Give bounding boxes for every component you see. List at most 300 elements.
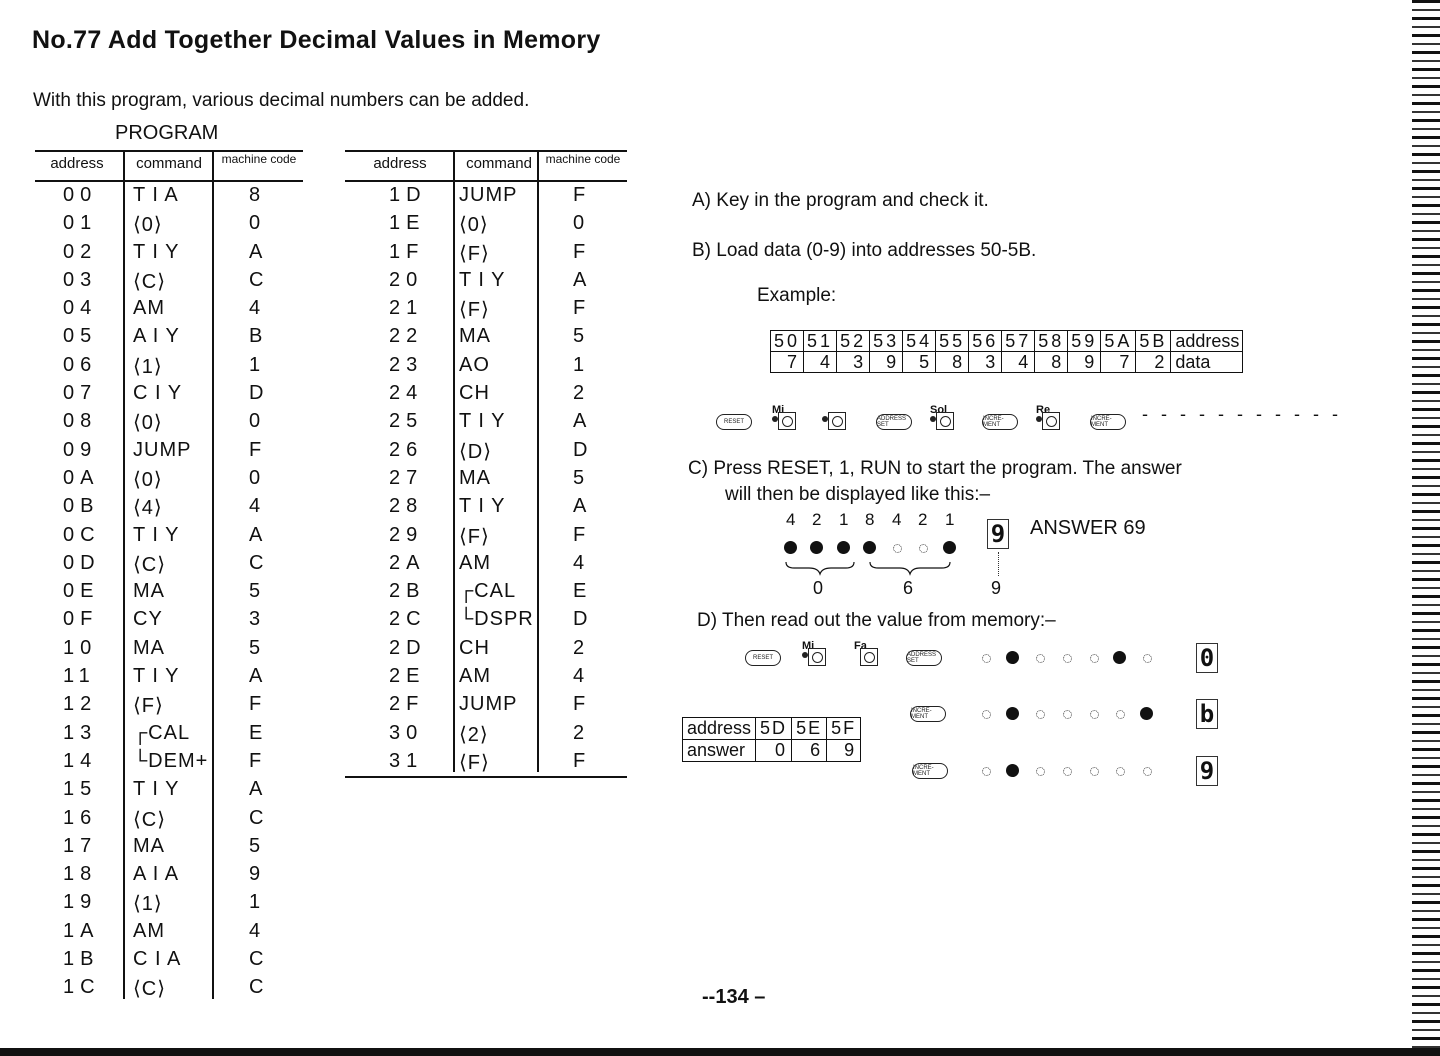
cell-command: AM [133, 297, 165, 320]
example-address-cell: 50 [771, 331, 804, 352]
table-row [345, 691, 627, 719]
table-row [35, 295, 303, 323]
table-row [35, 210, 303, 238]
cell-address: 08 [63, 410, 98, 433]
address-set-key: ADDRESS SET [906, 650, 942, 666]
cell-machine-code: 0 [573, 212, 585, 235]
cell-address: 22 [389, 325, 424, 348]
cell-command: T I Y [459, 268, 506, 291]
cell-command: └DSPR [459, 608, 534, 631]
seven-segment-digit: 9 [1196, 756, 1218, 786]
example-data-cell: 5 [903, 352, 936, 373]
led-on [943, 541, 956, 554]
cell-machine-code: 0 [249, 466, 261, 489]
re-key [1036, 406, 1058, 430]
led-off [893, 544, 902, 553]
page-title: No.77 Add Together Decimal Values in Memory [32, 26, 601, 54]
cell-machine-code: C [249, 268, 264, 291]
cell-address: 09 [63, 438, 98, 461]
cell-machine-code: 5 [249, 834, 261, 857]
answer-value-row [683, 740, 861, 762]
cell-command: ⟨2⟩ [459, 723, 489, 746]
table-row [345, 720, 627, 748]
cell-machine-code: C [249, 806, 264, 829]
cell-machine-code: F [573, 693, 586, 716]
table-row [35, 408, 303, 436]
program-table-right [345, 150, 627, 778]
cell-command: ⟨F⟩ [459, 525, 490, 548]
header-address: address [373, 155, 427, 172]
cell-machine-code: 1 [249, 353, 261, 376]
table-row [35, 974, 303, 1002]
table-row [35, 352, 303, 380]
cell-address: 12 [63, 693, 98, 716]
led-off [1116, 710, 1125, 719]
cell-address: 26 [389, 438, 424, 461]
cell-command: CH [459, 382, 490, 405]
cell-address: 0E [63, 580, 100, 603]
cell-machine-code: D [573, 608, 588, 631]
cell-command: └DEM+ [133, 749, 209, 772]
bit-weight-label: 1 [839, 510, 849, 529]
cell-address: 0F [63, 608, 99, 631]
bit-weight-label: 2 [918, 510, 928, 529]
table-row [35, 918, 303, 946]
cell-address: 20 [389, 268, 424, 291]
table-row [35, 239, 303, 267]
cell-address: 16 [63, 806, 98, 829]
cell-machine-code: F [573, 749, 586, 772]
example-address-cell: 53 [870, 331, 903, 352]
cell-command: ⟨0⟩ [133, 214, 163, 237]
cell-command: A I A [133, 863, 180, 886]
table-row [345, 550, 627, 578]
table-row [345, 323, 627, 351]
cell-machine-code: A [249, 240, 263, 263]
example-data-row [771, 352, 1243, 373]
cell-address: 10 [63, 636, 98, 659]
example-address-cell: 52 [837, 331, 870, 352]
cell-machine-code: E [249, 721, 263, 744]
cell-command: JUMP [459, 184, 518, 206]
cell-command: ⟨0⟩ [459, 214, 489, 237]
mi-key [772, 406, 794, 430]
cell-address: 29 [389, 523, 424, 546]
table-row [35, 578, 303, 606]
cell-address: 2E [389, 665, 426, 688]
table-row [345, 408, 627, 436]
led-off [1143, 654, 1152, 663]
cell-command: T I Y [133, 665, 180, 688]
cell-address: 1A [63, 919, 100, 942]
cell-command: ⟨C⟩ [133, 808, 167, 831]
cell-machine-code: 2 [573, 636, 585, 659]
cell-machine-code: 1 [573, 353, 585, 376]
fa-key [854, 642, 876, 666]
repeat-dashes: - - - - - - - - - - - [1142, 404, 1342, 424]
cell-command: ⟨C⟩ [133, 270, 167, 293]
program-table-left [35, 150, 303, 1003]
cell-address: 1F [389, 240, 425, 263]
cell-machine-code: A [573, 495, 587, 518]
cell-command: ⟨F⟩ [459, 299, 490, 322]
re-key-label: Re [1036, 404, 1051, 416]
table-row [35, 691, 303, 719]
cell-command: T I Y [133, 778, 180, 801]
table-row [35, 720, 303, 748]
cell-command: ⟨4⟩ [133, 497, 163, 520]
bit-weight-label: 8 [865, 510, 875, 529]
program-label: PROGRAM [115, 122, 219, 144]
cell-address: 17 [63, 834, 98, 857]
cell-machine-code: A [573, 410, 587, 433]
cell-address: 28 [389, 495, 424, 518]
table-row [345, 578, 627, 606]
cell-command: ⟨F⟩ [133, 695, 164, 718]
bit-weight-label: 4 [892, 510, 902, 529]
cell-machine-code: E [573, 580, 587, 603]
cell-command: AM [133, 919, 165, 942]
table-row [345, 663, 627, 691]
example-address-cell: 5B [1136, 331, 1171, 352]
cell-address: 27 [389, 466, 424, 489]
table-row [35, 493, 303, 521]
example-address-cell: 55 [936, 331, 969, 352]
example-address-cell: 56 [969, 331, 1002, 352]
increment-key: INCRE-MENT [982, 414, 1018, 430]
led-on [1006, 764, 1019, 777]
column-divider [212, 150, 214, 999]
cell-address: 1B [63, 948, 100, 971]
cell-machine-code: F [573, 184, 586, 206]
example-address-cell: 58 [1035, 331, 1068, 352]
group-value: 0 [813, 578, 824, 598]
cell-command: ⟨C⟩ [133, 553, 167, 576]
table-row [345, 352, 627, 380]
reset-key: RESET [745, 650, 781, 666]
led-on [863, 541, 876, 554]
table-row [35, 267, 303, 295]
table-row [35, 465, 303, 493]
cell-command: T I A [133, 184, 179, 206]
mi-key-label: Mi [802, 640, 815, 652]
cell-address: 13 [63, 721, 98, 744]
answer-value-label: answer [683, 740, 756, 762]
example-data-cell: 4 [804, 352, 837, 373]
page-number: --134 – [702, 986, 766, 1008]
cell-machine-code: 1 [249, 891, 261, 914]
cell-command: AO [459, 353, 490, 376]
step-b: B) Load data (0-9) into addresses 50-5B. [692, 240, 1037, 261]
cell-address: 25 [389, 410, 424, 433]
cell-command: ┌CAL [459, 580, 517, 603]
cell-command: ⟨0⟩ [133, 412, 163, 435]
answer-table [682, 717, 861, 762]
cell-command: ⟨1⟩ [133, 355, 163, 378]
cell-machine-code: A [573, 268, 587, 291]
cell-machine-code: F [249, 693, 262, 716]
example-table [770, 330, 1243, 373]
column-divider [123, 150, 125, 999]
table-row [35, 889, 303, 917]
example-data-cell: 3 [837, 352, 870, 373]
table-row [35, 522, 303, 550]
cell-machine-code: 5 [573, 325, 585, 348]
cell-machine-code: D [249, 382, 264, 405]
table-row [35, 861, 303, 889]
cell-address: 15 [63, 778, 98, 801]
cell-command: C I Y [133, 382, 183, 405]
led-off [982, 710, 991, 719]
table-header [35, 150, 303, 182]
led-off [982, 654, 991, 663]
cell-machine-code: 4 [249, 495, 261, 518]
example-data-cell: 2 [1136, 352, 1171, 373]
led-off [982, 767, 991, 776]
answer-address-cell: 5E [792, 718, 827, 740]
header-address: address [50, 155, 104, 172]
cell-address: 06 [63, 353, 98, 376]
table-row [35, 606, 303, 634]
cell-machine-code: C [249, 948, 264, 971]
cell-machine-code: 4 [573, 665, 585, 688]
example-data-cell: 3 [969, 352, 1002, 373]
increment-key: INCRE-MENT [910, 706, 946, 722]
table-row [35, 635, 303, 663]
step-a: A) Key in the program and check it. [692, 190, 989, 211]
example-address-label: address [1171, 331, 1243, 352]
cell-address: 01 [63, 212, 98, 235]
cell-command: T I Y [459, 495, 506, 518]
table-row [345, 606, 627, 634]
cell-command: A I Y [133, 325, 180, 348]
step-c-line2: will then be displayed like this:– [725, 484, 991, 505]
scan-edge-bottom [0, 1048, 1440, 1056]
cell-machine-code: B [249, 325, 263, 348]
table-row [345, 267, 627, 295]
group-brackets [784, 560, 964, 576]
cell-machine-code: A [249, 665, 263, 688]
table-row [35, 182, 303, 210]
table-row [35, 663, 303, 691]
cell-machine-code: C [249, 976, 264, 999]
cell-address: 2A [389, 551, 426, 574]
table-row [345, 493, 627, 521]
cell-address: 02 [63, 240, 98, 263]
answer-value-cell: 9 [827, 740, 861, 762]
table-row [345, 635, 627, 663]
cell-address: 03 [63, 268, 98, 291]
cell-address: 2F [389, 693, 425, 716]
example-address-cell: 57 [1002, 331, 1035, 352]
cell-command: ⟨D⟩ [459, 440, 493, 463]
cell-command: CH [459, 636, 490, 659]
answer-address-row [683, 718, 861, 740]
table-row [345, 437, 627, 465]
cell-address: 2B [389, 580, 426, 603]
cell-command: MA [133, 834, 165, 857]
seven-segment-digit: 9 [987, 519, 1009, 549]
cell-command: ⟨F⟩ [459, 242, 490, 265]
cell-address: 23 [389, 353, 424, 376]
header-command: command [136, 155, 202, 172]
cell-command: AM [459, 551, 491, 574]
cell-address: 30 [389, 721, 424, 744]
led-on [1006, 707, 1019, 720]
led-off [1063, 767, 1072, 776]
header-machine-code: machine code [545, 152, 621, 166]
led-off [1063, 654, 1072, 663]
seven-segment-digit: 0 [1196, 643, 1218, 673]
example-data-label: data [1171, 352, 1243, 373]
reset-key: RESET [716, 414, 752, 430]
group-value: 9 [991, 578, 1002, 598]
cell-machine-code: A [249, 778, 263, 801]
answer-address-cell: 5F [827, 718, 861, 740]
led-off [1090, 767, 1099, 776]
table-row [35, 776, 303, 804]
cell-machine-code: 5 [249, 580, 261, 603]
table-row [35, 380, 303, 408]
cell-command: MA [133, 580, 165, 603]
table-row [345, 748, 627, 778]
table-row [345, 380, 627, 408]
cell-command: T I Y [133, 523, 180, 546]
increment-key: INCRE-MENT [912, 763, 948, 779]
one-key [822, 406, 844, 430]
cell-address: 19 [63, 891, 98, 914]
example-data-cell: 7 [1101, 352, 1136, 373]
cell-address: 11 [63, 665, 96, 688]
cell-command: JUMP [459, 693, 518, 716]
table-row [345, 210, 627, 238]
cell-address: 1C [63, 976, 101, 999]
cell-address: 1E [389, 212, 426, 235]
cell-machine-code: F [249, 438, 262, 461]
table-row [35, 550, 303, 578]
bit-weight-label: 1 [945, 510, 955, 529]
cell-command: C I A [133, 948, 182, 971]
cell-machine-code: F [573, 523, 586, 546]
cell-machine-code: 3 [249, 608, 261, 631]
mi-key [802, 642, 824, 666]
answer-address-cell: 5D [756, 718, 792, 740]
example-data-cell: 9 [870, 352, 903, 373]
led-on [810, 541, 823, 554]
cell-command: ⟨1⟩ [133, 893, 163, 916]
led-off [919, 544, 928, 553]
mi-key-label: Mi [772, 404, 785, 416]
table-row [345, 522, 627, 550]
table-row [345, 182, 627, 210]
cell-machine-code: D [573, 438, 588, 461]
cell-command: T I Y [459, 410, 506, 433]
table-row [35, 833, 303, 861]
example-address-row [771, 331, 1243, 352]
led-off [1090, 710, 1099, 719]
example-data-cell: 9 [1068, 352, 1101, 373]
table-row [35, 323, 303, 351]
cell-address: 2D [389, 636, 427, 659]
cell-machine-code: F [573, 240, 586, 263]
cell-machine-code: 4 [249, 297, 261, 320]
cell-address: 0A [63, 466, 100, 489]
cell-address: 24 [389, 382, 424, 405]
answer-value-cell: 0 [756, 740, 792, 762]
table-row [35, 437, 303, 465]
cell-machine-code: F [573, 297, 586, 320]
table-row [35, 805, 303, 833]
header-machine-code: machine code [221, 152, 297, 166]
table-row [35, 946, 303, 974]
cell-command: CY [133, 608, 163, 631]
led-off [1036, 767, 1045, 776]
led-on [784, 541, 797, 554]
increment-key: INCRE-MENT [1090, 414, 1126, 430]
sol-key [930, 406, 952, 430]
sol-key-label: Sol [930, 404, 948, 416]
intro-text: With this program, various decimal numbers can be added. [33, 90, 530, 111]
led-off [1090, 654, 1099, 663]
answer-text: ANSWER 69 [1030, 517, 1146, 539]
led-on [1006, 651, 1019, 664]
example-data-cell: 4 [1002, 352, 1035, 373]
group-value: 6 [903, 578, 914, 598]
cell-address: 21 [389, 297, 424, 320]
cell-address: 0C [63, 523, 101, 546]
example-address-cell: 51 [804, 331, 837, 352]
table-row [345, 239, 627, 267]
cell-machine-code: F [249, 749, 262, 772]
cell-command: ⟨0⟩ [133, 468, 163, 491]
cell-command: ⟨F⟩ [459, 751, 490, 774]
example-label: Example: [757, 285, 837, 306]
fa-key-label: Fa [854, 640, 867, 652]
table-header [345, 150, 627, 182]
cell-address: 00 [63, 184, 98, 206]
cell-machine-code: 2 [573, 721, 585, 744]
cell-machine-code: A [249, 523, 263, 546]
header-command: command [466, 155, 532, 172]
cell-address: 0D [63, 551, 101, 574]
table-row [35, 748, 303, 776]
cell-machine-code: 9 [249, 863, 261, 886]
led-off [1143, 767, 1152, 776]
cell-address: 0B [63, 495, 100, 518]
table-row [345, 465, 627, 493]
led-off [1116, 767, 1125, 776]
cell-address: 1D [389, 184, 427, 206]
led-off [1036, 710, 1045, 719]
cell-machine-code: 5 [249, 636, 261, 659]
led-on [837, 541, 850, 554]
cell-machine-code: 8 [249, 184, 261, 206]
cell-command: JUMP [133, 438, 192, 461]
step-d: D) Then read out the value from memory:– [697, 610, 1056, 631]
cell-machine-code: C [249, 551, 264, 574]
example-data-cell: 8 [1035, 352, 1068, 373]
example-data-cell: 7 [771, 352, 804, 373]
cell-command: ┌CAL [133, 721, 191, 744]
table-row [345, 295, 627, 323]
bit-weight-label: 4 [786, 510, 796, 529]
cell-machine-code: 0 [249, 212, 261, 235]
cell-address: 2C [389, 608, 427, 631]
cell-machine-code: 4 [573, 551, 585, 574]
cell-address: 31 [389, 749, 424, 772]
step-c-line1: C) Press RESET, 1, RUN to start the program. The answer [688, 458, 1182, 479]
cell-address: 04 [63, 297, 98, 320]
